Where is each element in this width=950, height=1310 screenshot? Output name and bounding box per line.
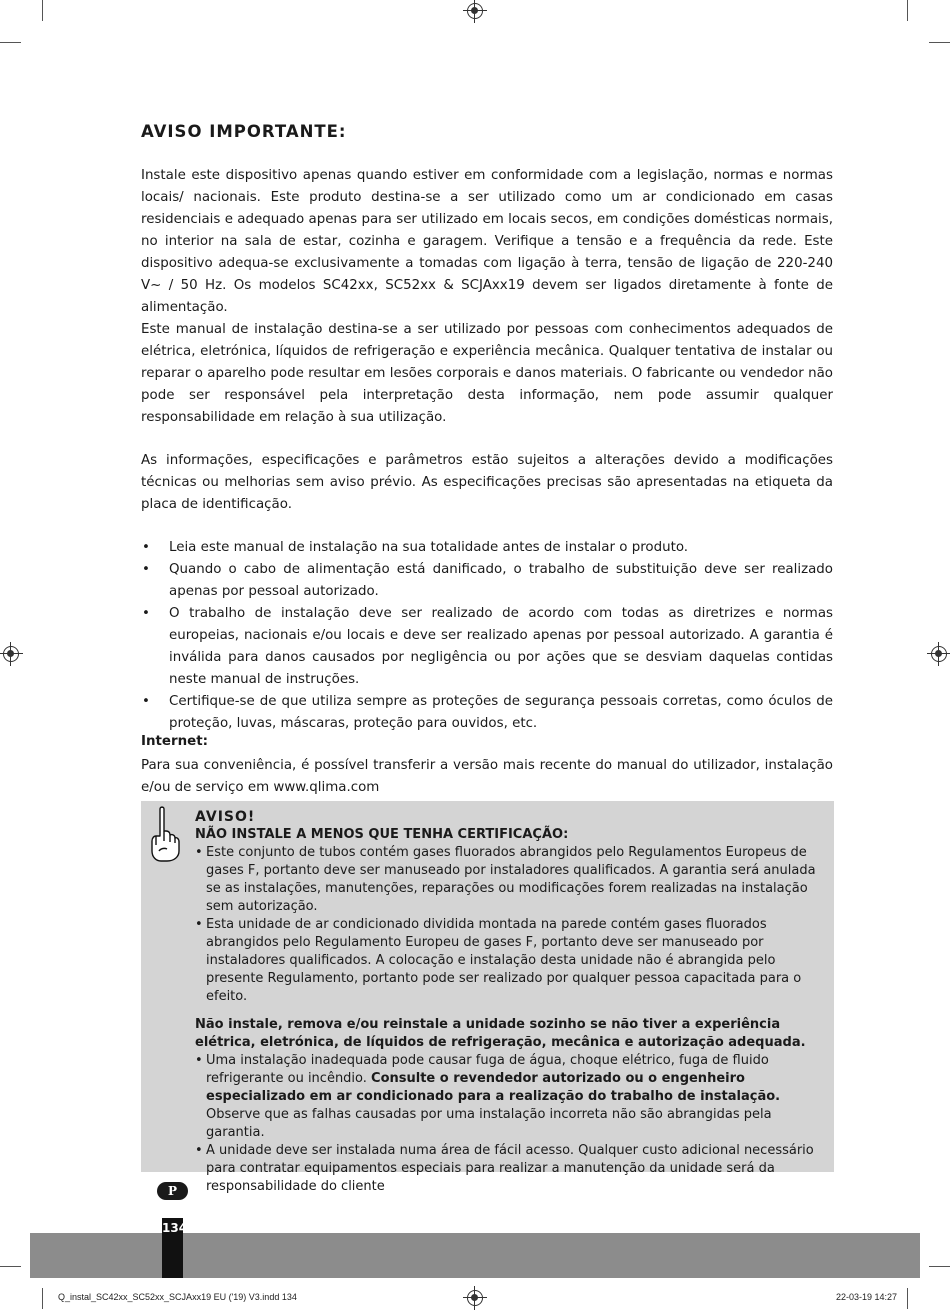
language-badge: P (157, 1182, 188, 1200)
crop-mark (42, 0, 43, 21)
warning-list (195, 844, 828, 1006)
crop-mark (0, 42, 21, 43)
list-item: • Este conjunto de tubos contém gases fluorados abrangidos pelo Regulamentos Europeus de gases F, portanto deve ser manuseado por instaladores qualificados. A garantia será anulada se as instalações, manutenções, reparações ou modificações forem realizadas na instalação sem autorização. (195, 844, 828, 916)
registration-mark-icon (3, 646, 19, 662)
crop-mark (0, 1266, 21, 1267)
list-item: • Quando o cabo de alimentação está danificado, o trabalho de substituição deve ser realizado apenas por pessoal autorizado. (141, 559, 833, 603)
specifications-paragraph: As informações, especificações e parâmetros estão sujeitos a alterações devido a modificações técnicas ou melhorias sem aviso prévio. As especificações precisas são apresentadas na etiqueta da placa de identificação. (141, 453, 833, 512)
intro-paragraph: Instale este dispositivo apenas quando estiver em conformidade com a legislação, normas e normas locais/ nacionais. Este produto destina-se a ser utilizado como um ar condicionado em casas residenciais e adequado apenas para ser utilizado em locais secos, em condições domésticas normais, no interior na sala de estar, cozinha e garagem. Verifique a tensão e a frequência da rede. Este dispositivo adequa-se exclusivamente a tomadas com ligação à terra, tensão de ligação de 220-240 V~ / 50 Hz. Os modelos SC42xx, SC52xx & SCJAxx19 devem ser ligados diretamente à fonte de alimentação. (141, 168, 833, 315)
warning-box (141, 801, 834, 1194)
list-item: • O trabalho de instalação deve ser realizado de acordo com todas as diretrizes e normas europeias, nacionais e/ou locais e deve ser realizado apenas por pessoal autorizado. A garantia é inválida para danos causados por negligência ou por ações que se desviam daquelas contidas neste manual de instruções. (141, 603, 833, 691)
list-item: • Leia este manual de instalação na sua totalidade antes de instalar o produto. (141, 537, 833, 559)
internet-paragraph: Para sua conveniência, é possível transferir a versão mais recente do manual do utilizador, instalação e/ou de serviço em www.qlima.com (141, 758, 833, 795)
warning-subtitle: NÃO INSTALE A MENOS QUE TENHA CERTIFICAÇÃO: (195, 827, 569, 842)
print-slug-date: 22-03-19 14:27 (836, 1292, 898, 1302)
registration-mark-icon (467, 1290, 483, 1306)
warning-bold-paragraph: Não instale, remova e/ou reinstale a unidade sozinho se não tiver a experiência elétrica, eletrónica, de líquidos de refrigeração, mecânica e autorização adequada. (195, 1017, 806, 1050)
list-item: • A unidade deve ser instalada numa área de fácil acesso. Qualquer custo adicional necessário para contratar equipamentos especiais para realizar a manutenção da unidade será da responsabilidade do cliente (195, 1142, 828, 1196)
qualification-paragraph: Este manual de instalação destina-se a ser utilizado por pessoas com conhecimentos adequados de elétrica, eletrónica, líquidos de refrigeração e experiência mecânica. Qualquer tentativa de instalar ou reparar o aparelho pode resultar em lesões corporais e danos materiais. O fabricante ou vendedor não pode ser responsável pela interpretação desta informação, nem pode assumir qualquer responsabilidade em relação à sua utilização. (141, 322, 833, 425)
safety-bullet-list (141, 537, 833, 735)
crop-mark (907, 1288, 908, 1309)
crop-mark (42, 1288, 43, 1309)
crop-mark (929, 42, 950, 43)
crop-mark (929, 1266, 950, 1267)
list-text-bold: Consulte o revendedor autorizado ou o engenheiro especializado em ar condicionado para a realização do trabalho de instalação. (206, 1071, 781, 1104)
warning-title: AVISO! (195, 809, 256, 825)
page-number: 134 (162, 1218, 183, 1278)
list-text: Uma instalação inadequada pode causar fuga de água, choque elétrico, fuga de fluido refrigerante ou incêndio. (206, 1053, 769, 1086)
registration-mark-icon (467, 3, 483, 19)
list-item: • Esta unidade de ar condicionado dividida montada na parede contém gases fluorados abrangidos pelo Regulamento Europeu de gases F, portanto deve ser manuseado por instaladores qualificados. A colocação e instalação desta unidade não é abrangida pelo presente Regulamento, portanto pode ser realizado por qualquer pessoa capacitada para o efeito. (195, 916, 828, 1006)
print-slug-filename: Q_instal_SC42xx_SC52xx_SCJAxx19 EU ('19) V3.indd 134 (58, 1292, 297, 1302)
page-title: AVISO IMPORTANTE: (141, 122, 347, 141)
list-text: Observe que as falhas causadas por uma instalação incorreta não são abrangidas pela garantia. (206, 1107, 772, 1140)
pointing-hand-icon (147, 805, 181, 863)
warning-list (195, 1052, 828, 1196)
crop-mark (907, 0, 908, 21)
list-item: • Certifique-se de que utiliza sempre as proteções de segurança pessoais corretas, como óculos de proteção, luvas, máscaras, proteção para ouvidos, etc. (141, 691, 833, 735)
internet-heading: Internet: (141, 734, 208, 749)
registration-mark-icon (931, 646, 947, 662)
list-item (195, 1052, 828, 1142)
